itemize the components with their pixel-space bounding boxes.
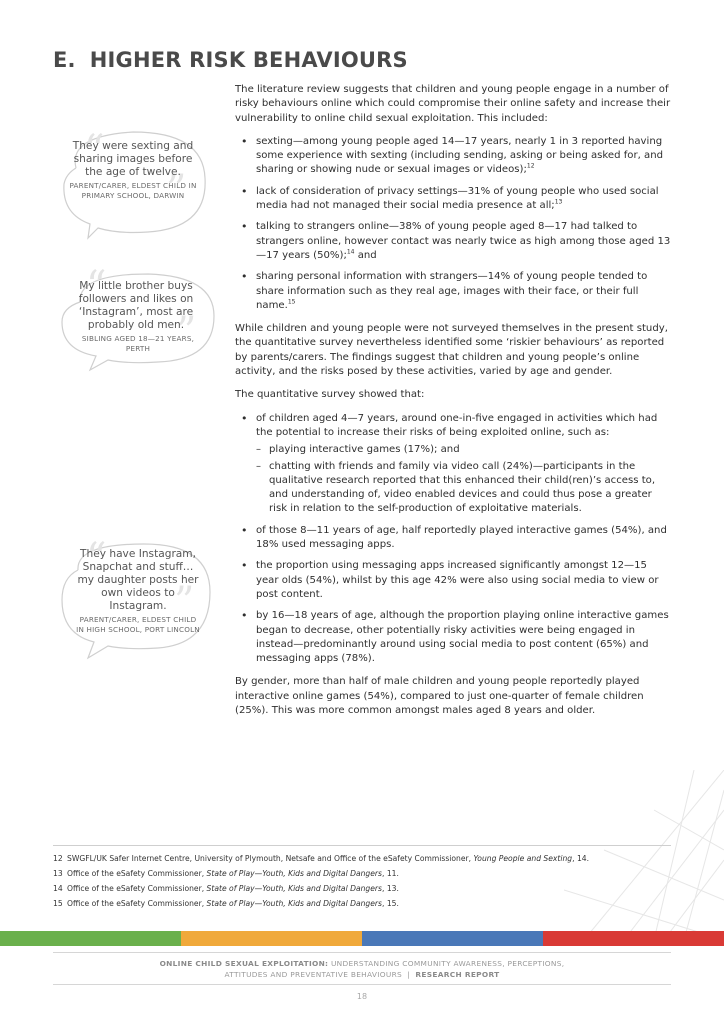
footer-divider-top	[53, 952, 671, 953]
footnote: 13 Office of the eSafety Commissioner, State of Play—Youth, Kids and Digital Dangers, 11.	[53, 869, 399, 878]
section-title: HIGHER RISK BEHAVIOURS	[89, 48, 408, 72]
footer-report-title: ONLINE CHILD SEXUAL EXPLOITATION:	[159, 959, 329, 968]
footer-separator: |	[407, 970, 411, 979]
list-item: • lack of consideration of privacy settings—31% of young people who used social media had not managed their social media presence at all;$^{13}$	[235, 185, 671, 214]
footnote-ref: 15	[287, 298, 296, 306]
footnote: 12 SWGFL/UK Safer Internet Centre, University of Plymouth, Netsafe and Office of the eSafety Commissioner, Young People and Sexting, 14.	[53, 854, 590, 863]
main-body	[235, 83, 671, 727]
pull-quote	[58, 263, 218, 368]
body-paragraph: While children and young people were not surveyed themselves in the present study, the quantitative survey nevertheless identified some ‘riskier behaviours’ as reported by parents/carers. The findings suggest that children and young people’s online activity, and the risks posed by these activities, varied by age and gender.	[235, 323, 668, 378]
section-letter: E.	[53, 48, 76, 72]
body-paragraph: The quantitative survey showed that:	[235, 389, 425, 401]
color-bar-green	[0, 931, 181, 946]
close-quote-icon: ”	[166, 167, 187, 213]
footer-report-label: RESEARCH REPORT	[415, 970, 500, 979]
color-band	[0, 931, 724, 946]
list-item: • of children aged 4—7 years, around one-in-five engaged in activities which had the potential to increase their risks of being exploited online, such as: – playing interactive games (17%); and – chatting with friends and family via video call (24%)—participants in the qualitative research reported that this enhanced their child(ren)’s access to, and understanding of, video enabled devices and could thus pose a greater risk in relation to the self-production of exploitative materials.	[235, 412, 671, 517]
list-item: • sexting—among young people aged 14—17 years, nearly 1 in 3 reported having some experience with sexting (including sending, asking or being asked for, and sharing or showing nude or sexual images or videos);$^{12}$	[235, 135, 671, 178]
color-bar-blue	[362, 931, 543, 946]
footnote-ref: 14	[346, 248, 355, 256]
close-quote-icon: ”	[174, 579, 195, 625]
quote-attribution: SIBLING AGED 18—21 YEARS, PERTH	[81, 334, 195, 353]
sub-list-item: – chatting with friends and family via video call (24%)—participants in the qualitative research reported that this enhanced their child(ren)’s access to, and understanding of, video enabled devices and could thus pose a greater risk in relation to the self-production of exploitative materials.	[256, 460, 671, 517]
sub-list-item: – playing interactive games (17%); and	[256, 443, 671, 457]
list-item: • talking to strangers online—38% of young people aged 8—17 had talked to strangers online, however contact was nearly twice as high among those aged 13—17 years (50%);$^{14}$ and	[235, 220, 671, 263]
quote-text: They were sexting and sharing images before the age of twelve.	[72, 140, 194, 178]
footnote-ref: 12	[526, 163, 535, 171]
sub-list	[256, 443, 671, 516]
section-heading	[53, 48, 408, 72]
intro-paragraph: The literature review suggests that children and young people engage in a number of risky behaviours online which could compromise their online safety and increase their vulnerability to online child sexual exploitation. This included:	[235, 84, 671, 124]
list-item: • of those 8—11 years of age, half reportedly played interactive games (54%), and 18% used messaging apps.	[235, 524, 671, 553]
open-quote-icon: “	[84, 127, 105, 173]
open-quote-icon: “	[86, 263, 107, 309]
literature-bullet-list	[235, 135, 671, 313]
color-bar-red	[543, 931, 724, 946]
open-quote-icon: “	[86, 535, 107, 581]
pull-quote	[58, 128, 208, 238]
footnote: 14 Office of the eSafety Commissioner, State of Play—Youth, Kids and Digital Dangers, 13.	[53, 884, 399, 893]
quote-text: They have Instagram, Snapchat and stuff… my daughter posts her own videos to Instagram.	[77, 548, 199, 612]
quote-attribution: PARENT/CARER, ELDEST CHILD IN PRIMARY SCHOOL, DARWIN	[69, 181, 197, 200]
pull-quote	[58, 535, 218, 655]
footnote-ref: 13	[554, 198, 563, 206]
footnote: 15 Office of the eSafety Commissioner, State of Play—Youth, Kids and Digital Dangers, 15.	[53, 899, 399, 908]
list-item: • by 16—18 years of age, although the proportion playing online interactive games began to decrease, other potentially risky activities were being engaged in instead—predominantly around using social media to post content (65%) and messaging apps (78%).	[235, 609, 671, 666]
close-quote-icon: ”	[176, 309, 197, 355]
quote-attribution: PARENT/CARER, ELDEST CHILD IN HIGH SCHOOL, PORT LINCOLN	[76, 615, 200, 634]
list-item: • sharing personal information with strangers—14% of young people tended to share information such as they real age, images with their face, or their full name.$^{15}$	[235, 270, 671, 313]
page-number: 18	[356, 992, 368, 1001]
quote-text: My little brother buys followers and likes on ‘Instagram’, most are probably old men.	[78, 280, 194, 331]
running-footer: ONLINE CHILD SEXUAL EXPLOITATION: UNDERSTANDING COMMUNITY AWARENESS, PERCEPTIONS, ATTITUDES AND PREVENTATIVE BEHAVIOURS | RESEARCH REPORT	[159, 959, 565, 979]
survey-bullet-list	[235, 412, 671, 667]
footnote-divider	[53, 845, 671, 846]
body-paragraph: By gender, more than half of male children and young people reportedly played interactive online games (54%), compared to just one-quarter of female children (25%). This was more common amongst males aged 8 years and older.	[235, 676, 644, 716]
footer-divider-bottom	[53, 984, 671, 985]
footnotes	[53, 851, 673, 911]
list-item: • the proportion using messaging apps increased significantly amongst 12—15 year olds (54%), whilst by this age 42% were also using social media to view or post content.	[235, 559, 671, 602]
color-bar-orange	[181, 931, 362, 946]
